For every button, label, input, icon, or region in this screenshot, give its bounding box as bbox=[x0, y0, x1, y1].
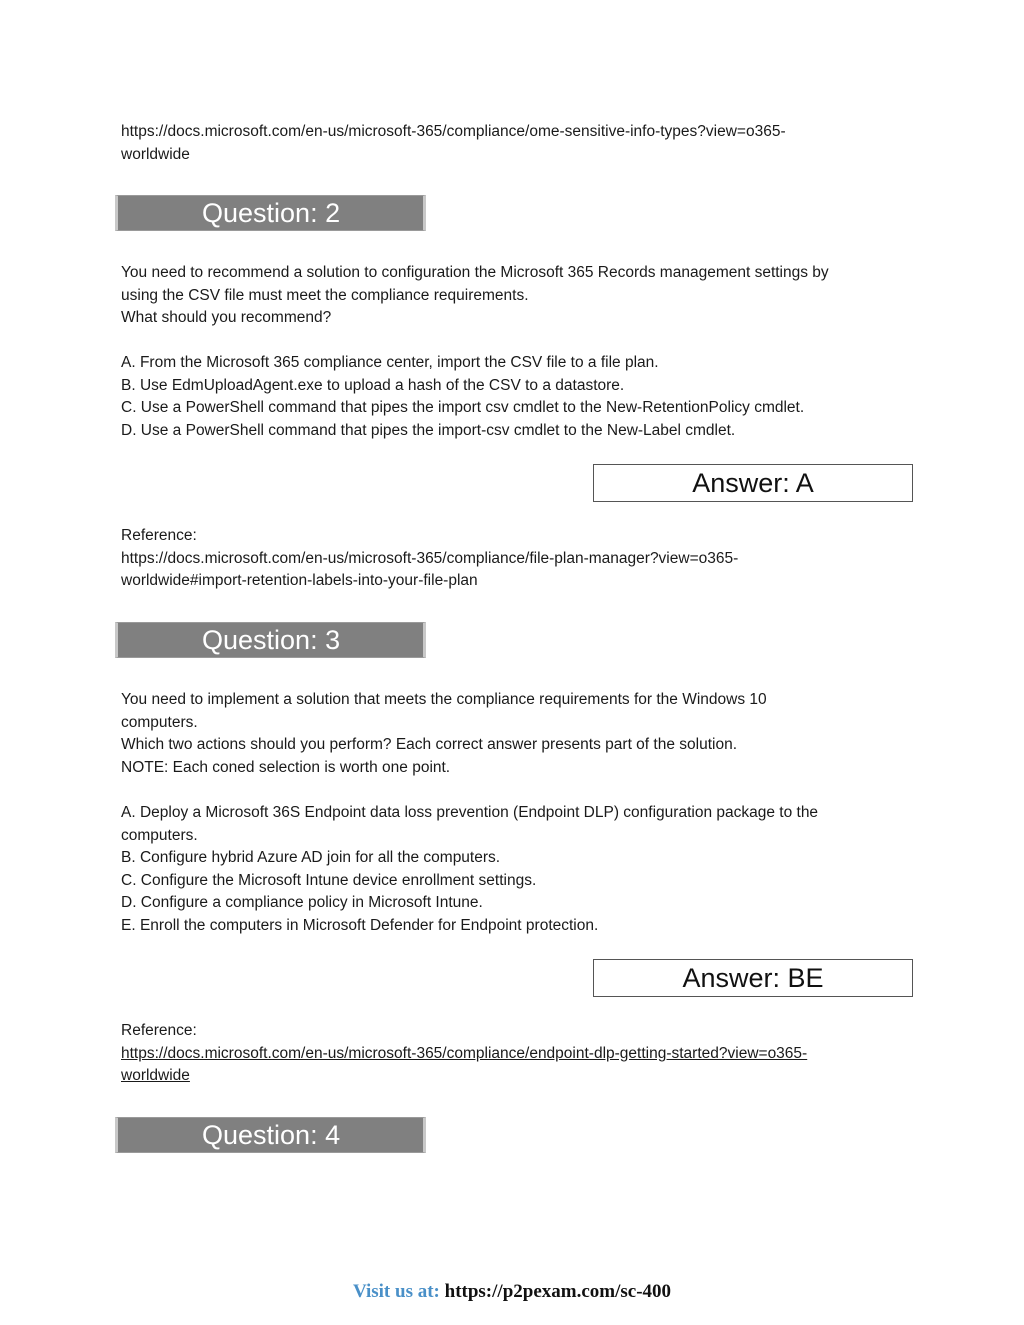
stem-line: You need to recommend a solution to configuration the Microsoft 365 Records management settings by bbox=[121, 264, 829, 281]
reference-url-line[interactable]: https://docs.microsoft.com/en-us/microsoft-365/compliance/file-plan-manager?view=o365- bbox=[121, 549, 739, 567]
stem-line: What should you recommend? bbox=[121, 309, 332, 326]
option-b: B. Configure hybrid Azure AD join for all the computers. bbox=[121, 849, 501, 866]
stem-line: Which two actions should you perform? Each correct answer presents part of the solution. bbox=[121, 736, 737, 753]
reference-url-line[interactable]: worldwide#import-retention-labels-into-your-file-plan bbox=[121, 572, 478, 589]
option-d: D. Configure a compliance policy in Microsoft Intune. bbox=[121, 894, 483, 911]
stem-line: NOTE: Each coned selection is worth one point. bbox=[121, 758, 451, 776]
stem-line: computers. bbox=[121, 713, 198, 731]
page-footer bbox=[0, 1281, 1024, 1303]
reference-url-line[interactable]: worldwide bbox=[121, 145, 190, 163]
option-c: C. Use a PowerShell command that pipes the import csv cmdlet to the New-RetentionPolicy cmdlet. bbox=[121, 399, 805, 416]
question-2-stem bbox=[121, 262, 911, 330]
question-3-header bbox=[115, 622, 426, 658]
option-e: E. Enroll the computers in Microsoft Defender for Endpoint protection. bbox=[121, 916, 599, 934]
option-c: C. Configure the Microsoft Intune device enrollment settings. bbox=[121, 871, 537, 889]
option-a: A. Deploy a Microsoft 36S Endpoint data loss prevention (Endpoint DLP) configuration package to the bbox=[121, 804, 819, 821]
question-2-header bbox=[115, 195, 426, 231]
question-3-answer: Answer: BE bbox=[593, 959, 913, 997]
question-3-options bbox=[121, 802, 911, 937]
reference-link[interactable]: worldwide bbox=[121, 1067, 190, 1084]
question-3-stem bbox=[121, 689, 911, 779]
question-2-options bbox=[121, 352, 911, 442]
question-4-header bbox=[115, 1117, 426, 1153]
option-b: B. Use EdmUploadAgent.exe to upload a hash of the CSV to a datastore. bbox=[121, 376, 625, 394]
question-2-reference bbox=[121, 525, 911, 593]
option-d: D. Use a PowerShell command that pipes the import-csv cmdlet to the New-Label cmdlet. bbox=[121, 421, 736, 439]
question-label: Question: 3 bbox=[202, 625, 341, 655]
question-label: Question: 4 bbox=[202, 1120, 341, 1150]
footer-prefix: Visit us at: bbox=[352, 1281, 440, 1302]
option-a: A. From the Microsoft 365 compliance center, import the CSV file to a file plan. bbox=[121, 354, 659, 371]
question-2-answer: Answer: A bbox=[593, 464, 913, 502]
question-3-reference bbox=[121, 1020, 911, 1088]
reference-url-line[interactable]: https://docs.microsoft.com/en-us/microsoft-365/compliance/ome-sensitive-info-types?view=o365- bbox=[121, 123, 786, 140]
stem-line: You need to implement a solution that meets the compliance requirements for the Windows 10 bbox=[121, 691, 767, 708]
reference-label: Reference: bbox=[121, 1022, 197, 1039]
reference-label: Reference: bbox=[121, 527, 197, 544]
option-a-continued: computers. bbox=[121, 826, 198, 844]
top-reference bbox=[121, 121, 911, 166]
footer-link[interactable]: https://p2pexam.com/sc-400 bbox=[444, 1281, 672, 1302]
stem-line: using the CSV file must meet the compliance requirements. bbox=[121, 286, 529, 304]
question-label: Question: 2 bbox=[202, 198, 341, 228]
reference-link[interactable]: https://docs.microsoft.com/en-us/microsoft-365/compliance/endpoint-dlp-getting-started?view=o365- bbox=[121, 1044, 808, 1062]
